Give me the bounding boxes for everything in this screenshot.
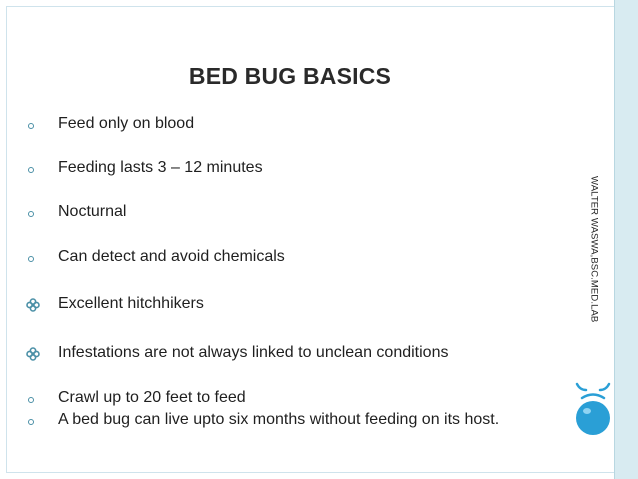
list-item — [24, 293, 584, 315]
circle-bullet-icon — [28, 167, 34, 173]
list-item-text: Feed only on blood — [58, 115, 195, 132]
list-item-text: Feeding lasts 3 – 12 minutes — [58, 159, 263, 176]
slide-title: BED BUG BASICS — [188, 63, 392, 89]
list-item — [24, 246, 584, 268]
list-item — [24, 201, 584, 223]
author-credit-text: WALTER WASWA,BSC.MED.LAB — [588, 175, 600, 323]
circle-bullet-icon — [28, 397, 34, 403]
circle-bullet-icon — [28, 419, 34, 425]
list-item — [24, 113, 584, 135]
list-item-text: Nocturnal — [58, 203, 127, 220]
list-item — [24, 157, 584, 179]
list-item — [24, 342, 584, 364]
list-item-text: Excellent hitchhikers — [58, 295, 204, 312]
circle-bullet-icon — [28, 211, 34, 217]
list-item — [24, 409, 584, 431]
list-item-text: Crawl up to 20 feet to feed — [58, 389, 246, 406]
list-item — [24, 387, 584, 409]
list-item-text: Infestations are not always linked to unclean conditions — [58, 344, 449, 361]
list-item-text: A bed bug can live upto six months without feeding on its host. — [58, 411, 500, 428]
clover-bullet-icon — [26, 298, 40, 312]
circle-bullet-icon — [28, 123, 34, 129]
bug-logo-icon — [568, 378, 618, 440]
clover-bullet-icon — [26, 347, 40, 361]
list-item-text: Can detect and avoid chemicals — [58, 248, 285, 265]
circle-bullet-icon — [28, 256, 34, 262]
author-credit — [584, 164, 604, 334]
